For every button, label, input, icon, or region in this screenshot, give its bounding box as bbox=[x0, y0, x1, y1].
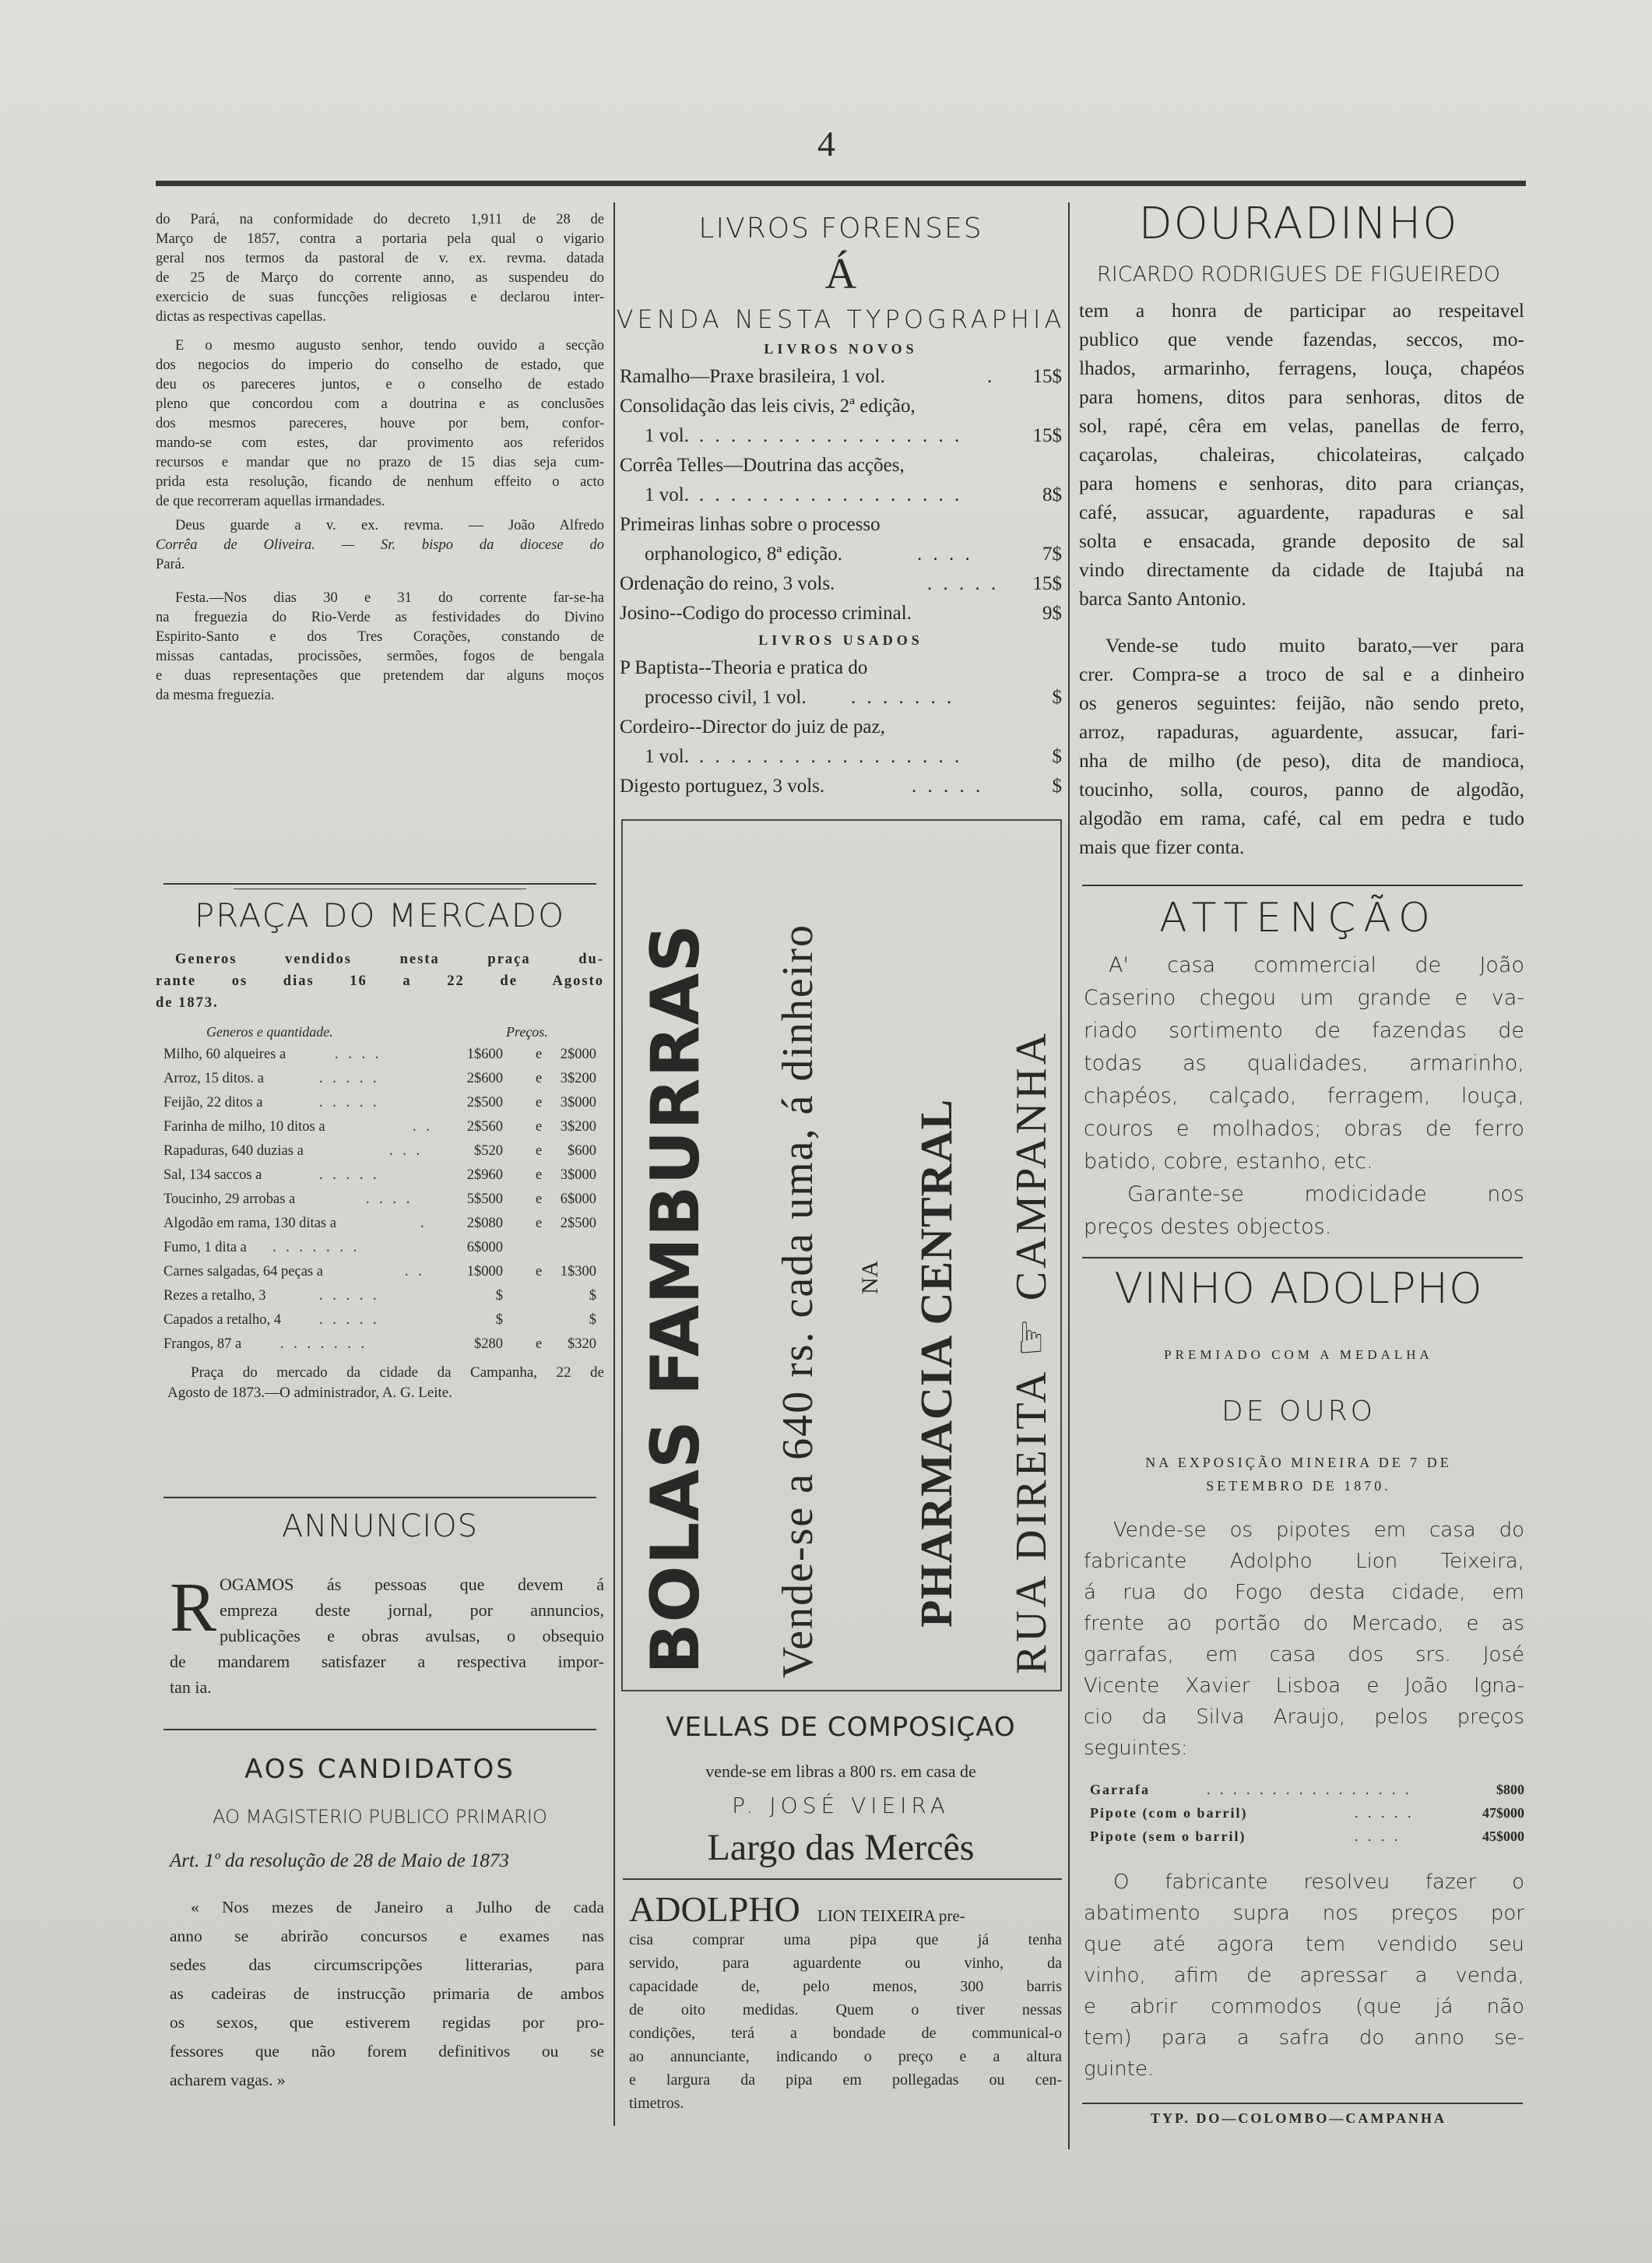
annuncios-line: publicações e obras avulsas, o obsequio bbox=[220, 1626, 604, 1645]
attencao-line: A' casa commercial de João bbox=[1109, 953, 1524, 977]
decree-line: deu os pareceres juntos, e o conselho de estado bbox=[156, 377, 604, 392]
decree-line: dos negocios do imperio do conselho de estado, que bbox=[156, 357, 604, 373]
vinho-line: á rua do Fogo desta cidade, em bbox=[1084, 1581, 1524, 1604]
vinho-ouro: DE OURO bbox=[1221, 1395, 1376, 1427]
book-title: Ordenação do reino, 3 vols. bbox=[620, 573, 835, 594]
market-row bbox=[163, 1336, 604, 1360]
book-entry bbox=[620, 366, 1062, 394]
signature-line: Deus guarde a v. ex. revma. — João Alfredo bbox=[175, 518, 604, 533]
market-e: e bbox=[536, 1047, 543, 1062]
market-row bbox=[163, 1143, 604, 1167]
market-row bbox=[163, 1047, 604, 1070]
adolpho-line: cisa comprar uma pipa que já tenha bbox=[629, 1931, 1062, 1948]
adolpho-line: de oito medidas. Quem o tiver nessas bbox=[629, 2001, 1062, 2018]
book-entry bbox=[620, 514, 1062, 542]
vinho-price: 47$000 bbox=[1482, 1805, 1524, 1821]
candidatos-line: sedes das circumscripções litterarias, para bbox=[170, 1955, 604, 1974]
book-price: 9$ bbox=[1042, 603, 1062, 624]
market-row bbox=[163, 1071, 604, 1094]
vinho-line: fabricante Adolpho Lion Teixeira, bbox=[1084, 1550, 1524, 1573]
vinho-closing-line: abatimento supra nos preços por bbox=[1084, 1902, 1524, 1925]
book-price: 15$ bbox=[1032, 425, 1062, 446]
leader-dots: . . . . . . . . . . . . . . . . . bbox=[699, 746, 963, 767]
vinho-price-row bbox=[1090, 1782, 1524, 1805]
market-price-max: $ bbox=[589, 1288, 596, 1304]
decree-line: prida esta resolução, ficando de nenhum effeito o acto bbox=[156, 474, 604, 490]
market-item: Algodão em rama, 130 ditas a bbox=[163, 1216, 336, 1231]
vinho-price-row bbox=[1090, 1828, 1524, 1852]
vinho-expo: SETEMBRO DE 1870. bbox=[1206, 1478, 1391, 1494]
market-e: e bbox=[536, 1071, 543, 1086]
book-title: processo civil, 1 vol. bbox=[645, 687, 807, 708]
leader-dots: . . . . . bbox=[319, 1312, 380, 1328]
candidatos-title: AOS CANDIDATOS bbox=[244, 1754, 515, 1785]
douradinho-title: DOURADINHO bbox=[1138, 199, 1459, 249]
book-entry bbox=[620, 573, 1062, 601]
market-intro: rante os dias 16 a 22 de Agosto bbox=[156, 973, 604, 989]
market-e: e bbox=[536, 1264, 543, 1279]
leader-dots: . . . . . . . bbox=[280, 1336, 368, 1352]
ad-bolas: BOLAS FAMBURRAS bbox=[637, 923, 715, 1674]
market-row bbox=[163, 1191, 604, 1215]
market-header-goods: Generos e quantidade. bbox=[206, 1024, 333, 1040]
vellas-vendor: P. JOSÉ VIEIRA bbox=[732, 1793, 950, 1818]
festa-line: Festa.—Nos dias 30 e 31 do corrente far-se-ha bbox=[175, 590, 604, 606]
douradinho-line: Vende-se tudo muito barato,—ver para bbox=[1105, 634, 1524, 656]
vinho-line: Vende-se os pipotes em casa do bbox=[1113, 1519, 1524, 1542]
vinho-price-row bbox=[1090, 1805, 1524, 1828]
book-title: Consolidação das leis civis, 2ª edição, bbox=[620, 396, 916, 417]
market-e: e bbox=[536, 1216, 543, 1231]
market-item: Farinha de milho, 10 ditos a bbox=[163, 1119, 325, 1135]
market-price-max: $ bbox=[589, 1312, 596, 1328]
book-price: 7$ bbox=[1042, 544, 1062, 565]
market-e: e bbox=[536, 1336, 543, 1352]
ad-price-line: Vende-se a 640 rs. cada uma, á dinheiro bbox=[774, 924, 822, 1678]
douradinho-line: sol, rapé, cêra em velas, panellas de ferro, bbox=[1079, 414, 1524, 437]
adolpho-line: servido, para aguardente ou vinho, da bbox=[629, 1955, 1062, 1972]
market-e: e bbox=[536, 1119, 543, 1135]
vinho-expo: NA EXPOSIÇÃO MINEIRA DE 7 DE bbox=[1145, 1455, 1452, 1470]
douradinho-line: mais que fizer conta. bbox=[1079, 836, 1245, 858]
market-price-min: $520 bbox=[474, 1143, 503, 1159]
imprint: TYP. DO—COLOMBO—CAMPANHA bbox=[1151, 2110, 1446, 2126]
book-entry bbox=[620, 657, 1062, 685]
candidatos-line: « Nos mezes de Janeiro a Julho de cada bbox=[191, 1898, 604, 1916]
douradinho-line: vindo directamente da cidade de Itajubá na bbox=[1079, 558, 1524, 581]
signature-line: Pará. bbox=[156, 557, 185, 572]
book-entry bbox=[620, 455, 1062, 483]
market-price-max: 3$000 bbox=[560, 1167, 596, 1183]
market-price-max: 3$000 bbox=[560, 1095, 596, 1110]
leader-dots: . . . . . bbox=[927, 573, 1000, 594]
annuncios-line: de mandarem satisfazer a respectiva impor- bbox=[170, 1652, 604, 1671]
leader-dots: . . . . bbox=[335, 1047, 382, 1062]
vinho-closing-line: O fabricante resolveu fazer o bbox=[1113, 1871, 1524, 1894]
book-title: 1 vol. bbox=[645, 746, 689, 767]
market-row bbox=[163, 1312, 604, 1336]
decree-line: exercicio de suas funcções religiosas e declarou inter- bbox=[156, 290, 604, 305]
attencao-line: chapéos, calçado, ferragem, louça, bbox=[1084, 1084, 1524, 1108]
market-price-min: 2$080 bbox=[466, 1216, 503, 1231]
leader-dots: . . . . bbox=[1355, 1828, 1401, 1844]
leader-dots: . . bbox=[405, 1264, 425, 1279]
adolpho-line: timetros. bbox=[629, 2095, 684, 2112]
leader-dots: . . . . . bbox=[319, 1071, 380, 1086]
section-rule bbox=[163, 883, 596, 885]
book-price: 15$ bbox=[1032, 573, 1062, 594]
market-footer: Agosto de 1873.—O administrador, A. G. Leite. bbox=[167, 1385, 452, 1401]
leader-dots: . . . . . . . bbox=[272, 1240, 360, 1255]
market-price-min: 2$560 bbox=[466, 1119, 503, 1135]
vinho-title: VINHO ADOLPHO bbox=[1114, 1264, 1483, 1313]
market-price-min: 1$000 bbox=[466, 1264, 503, 1279]
candidatos-line: acharem vagas. » bbox=[170, 2071, 286, 2089]
book-price: $ bbox=[1052, 687, 1062, 708]
attencao-line: riado sortimento de fazendas de bbox=[1084, 1019, 1524, 1043]
decree-line: de 25 de Março do corrente anno, as suspendeu do bbox=[156, 270, 604, 286]
market-e: e bbox=[536, 1167, 543, 1183]
page-number: 4 bbox=[817, 124, 835, 164]
decree-line: E o mesmo augusto senhor, tendo ouvido a secção bbox=[175, 338, 604, 354]
ad-pharmacia: PHARMACIA CENTRAL bbox=[911, 1098, 961, 1628]
annuncios-line: empreza deste jornal, por annuncios, bbox=[220, 1600, 604, 1620]
leader-dots: . . . . . . . bbox=[851, 687, 955, 708]
leader-dots: . . bbox=[413, 1119, 433, 1135]
market-price-max: 2$000 bbox=[560, 1047, 596, 1062]
candidatos-line: os sexos, que estiverem regidas por pro- bbox=[170, 2013, 604, 2032]
candidatos-line: as cadeiras de instrucção primaria de ambos bbox=[170, 1984, 604, 2003]
douradinho-line: barca Santo Antonio. bbox=[1079, 587, 1246, 610]
adolpho-line: e largura da pipa em pollegadas ou cen- bbox=[629, 2071, 1062, 2089]
book-entry bbox=[620, 716, 1062, 744]
book-title: P Baptista--Theoria e pratica do bbox=[620, 657, 868, 678]
candidatos-subtitle: AO MAGISTERIO PUBLICO PRIMARIO bbox=[213, 1806, 547, 1828]
book-entry bbox=[645, 746, 1062, 774]
douradinho-line: publico que vende fazendas, seccos, mo- bbox=[1079, 328, 1524, 350]
ad-address: RUA DIREITA ☞ CAMPANHA bbox=[1007, 1029, 1056, 1674]
market-price-max: $600 bbox=[568, 1143, 596, 1159]
vinho-line: seguintes: bbox=[1084, 1737, 1188, 1760]
book-title: orphanologico, 8ª edição. bbox=[645, 544, 843, 565]
vinho-line: frente ao portão do Mercado, e as bbox=[1084, 1612, 1524, 1635]
festa-line: e duas representações que pretendem dar alguns moços bbox=[156, 668, 604, 684]
douradinho-line: para homens e senhoras, dito para crianças, bbox=[1079, 472, 1524, 494]
market-price-max: 3$200 bbox=[560, 1119, 596, 1135]
market-title: PRAÇA DO MERCADO bbox=[194, 896, 566, 934]
leader-dots: . . . . . bbox=[1355, 1805, 1415, 1821]
annuncios-dropcap: R bbox=[170, 1569, 217, 1646]
vinho-line: cio da Silva Araujo, pelos preços bbox=[1084, 1705, 1524, 1729]
decree-line: pleno que concordou com a doutrina e as conclusões bbox=[156, 396, 604, 412]
market-intro: de 1873. bbox=[156, 995, 219, 1011]
market-item: Feijão, 22 ditos a bbox=[163, 1095, 263, 1110]
book-entry bbox=[620, 603, 1062, 631]
candidatos-line: fessores que não forem definitivos ou se bbox=[170, 2042, 604, 2061]
candidatos-article: Art. 1º da resolução de 28 de Maio de 1873 bbox=[170, 1850, 509, 1871]
candidatos-line: anno se abrirão concursos e exames nas bbox=[170, 1927, 604, 1945]
decree-line: dos mesmos pareceres, houve por bem, confor- bbox=[156, 416, 604, 431]
market-price-max: 2$500 bbox=[560, 1216, 596, 1231]
market-item: Sal, 134 saccos a bbox=[163, 1167, 262, 1183]
market-item: Rapaduras, 640 duzias a bbox=[163, 1143, 304, 1159]
leader-dots: . . . . bbox=[917, 544, 973, 565]
douradinho-owner: RICARDO RODRIGUES DE FIGUEIREDO bbox=[1097, 262, 1500, 287]
adolpho-line: capacidade de, pelo menos, 300 barris bbox=[629, 1978, 1062, 1995]
leader-dots: . . . . . bbox=[912, 776, 984, 797]
livros-venda: VENDA NESTA TYPOGRAPHIA bbox=[616, 304, 1066, 334]
market-item: Rezes a retalho, 3 bbox=[163, 1288, 266, 1304]
vinho-line: garrafas, em casa dos srs. José bbox=[1084, 1643, 1524, 1666]
annuncios-title: ANNUNCIOS bbox=[281, 1508, 478, 1544]
adolpho-rest: LION TEIXEIRA pre- bbox=[817, 1906, 965, 1925]
ad-na: NA bbox=[857, 1260, 883, 1294]
attencao-title: ATTENÇÃO bbox=[1159, 895, 1438, 941]
book-title: Cordeiro--Director do juiz de paz, bbox=[620, 716, 885, 737]
book-price: 15$ bbox=[1032, 366, 1062, 387]
vinho-line: Vicente Xavier Lisboa e João Igna- bbox=[1084, 1674, 1524, 1698]
book-title: Ramalho—Praxe brasileira, 1 vol. bbox=[620, 366, 885, 387]
section-rule bbox=[1082, 885, 1523, 886]
douradinho-line: algodão em rama, café, cal em pedra e tudo bbox=[1079, 807, 1524, 829]
douradinho-line: solta e ensacada, grande deposito de sal bbox=[1079, 530, 1524, 552]
market-price-min: $ bbox=[495, 1312, 503, 1328]
market-item: Milho, 60 alqueires a bbox=[163, 1047, 286, 1062]
novos-header: LIVROS NOVOS bbox=[764, 341, 918, 357]
section-rule bbox=[163, 1497, 596, 1498]
vellas-line: vende-se em libras a 800 rs. em casa de bbox=[705, 1761, 976, 1781]
attencao-line: Garante-se modicidade nos bbox=[1127, 1182, 1524, 1206]
market-item: Toucinho, 29 arrobas a bbox=[163, 1191, 296, 1207]
attencao-line: Caserino chegou um grande e va- bbox=[1084, 986, 1524, 1010]
douradinho-line: lhados, armarinho, ferragens, louça, chapéos bbox=[1079, 357, 1524, 379]
vinho-closing-line: guinte. bbox=[1084, 2057, 1155, 2081]
book-title: Josino--Codigo do processo criminal. bbox=[620, 603, 912, 624]
book-entry bbox=[645, 687, 1062, 715]
book-title: 1 vol. bbox=[645, 425, 689, 446]
market-row bbox=[163, 1095, 604, 1118]
adolpho-line: ao annunciante, indicando o preço e a altura bbox=[629, 2048, 1062, 2065]
market-price-min: 1$600 bbox=[466, 1047, 503, 1062]
market-price-min: 2$960 bbox=[466, 1167, 503, 1183]
market-row bbox=[163, 1167, 604, 1191]
leader-dots: . . . . . bbox=[319, 1288, 380, 1304]
douradinho-line: crer. Compra-se a troco de sal e a dinheiro bbox=[1079, 663, 1524, 685]
market-row bbox=[163, 1288, 604, 1311]
attencao-line: couros e molhados; obras de ferro bbox=[1084, 1117, 1524, 1141]
book-title: Corrêa Telles—Doutrina das acções, bbox=[620, 455, 905, 476]
column-divider-2 bbox=[1068, 202, 1070, 2149]
douradinho-line: toucinho, solla, couros, panno de algodão, bbox=[1079, 778, 1524, 801]
market-price-max: 6$000 bbox=[560, 1191, 596, 1207]
market-price-min: 2$500 bbox=[466, 1095, 503, 1110]
decree-line: geral nos termos da pastoral de v. ex. revma. datada bbox=[156, 251, 604, 266]
book-title: Primeiras linhas sobre o processo bbox=[620, 514, 880, 535]
book-entry bbox=[645, 484, 1062, 512]
decree-line: mando-se com estes, dar provimento aos referidos bbox=[156, 435, 604, 451]
livros-a: Á bbox=[824, 250, 857, 298]
section-rule bbox=[623, 1878, 1062, 1880]
section-rule bbox=[163, 1729, 596, 1730]
vinho-closing-line: tem) para a safra do anno se- bbox=[1084, 2026, 1524, 2050]
book-entry bbox=[620, 396, 1062, 424]
decree-line: recursos e mandar que no prazo de 15 dias seja cum- bbox=[156, 455, 604, 470]
market-footer: Praça do mercado da cidade da Campanha, 22 de bbox=[191, 1364, 604, 1381]
market-header-prices: Preços. bbox=[506, 1024, 548, 1040]
leader-dots: . . . . . . . . . . . . . . . . . bbox=[699, 425, 963, 446]
douradinho-line: arroz, rapaduras, aguardente, assucar, fari- bbox=[1079, 720, 1524, 743]
leader-dots: . . . bbox=[389, 1143, 424, 1159]
market-price-min: 5$500 bbox=[466, 1191, 503, 1207]
festa-line: da mesma freguezia. bbox=[156, 688, 275, 703]
vinho-closing-line: e abrir commodos (que já não bbox=[1084, 1995, 1524, 2018]
vinho-item: Garrafa bbox=[1090, 1782, 1150, 1797]
annuncios-line: OGAMOS ás pessoas que devem á bbox=[220, 1575, 604, 1594]
market-item: Carnes salgadas, 64 peças a bbox=[163, 1264, 323, 1279]
book-title: 1 vol. bbox=[645, 484, 689, 505]
festa-line: Espirito-Santo e dos Tres Corações, constando de bbox=[156, 629, 604, 645]
market-row bbox=[163, 1240, 604, 1263]
market-item: Frangos, 87 a bbox=[163, 1336, 242, 1352]
leader-dots: . . . . bbox=[366, 1191, 413, 1207]
market-item: Arroz, 15 ditos. a bbox=[163, 1071, 264, 1086]
leader-dots: . . . . . bbox=[319, 1095, 380, 1110]
vellas-location: Largo das Mercês bbox=[707, 1827, 975, 1868]
book-entry bbox=[645, 544, 1062, 572]
market-row bbox=[163, 1119, 604, 1142]
signature-line: Corrêa de Oliveira. — Sr. bispo da diocese do bbox=[156, 537, 604, 553]
festa-line: missas cantadas, procissões, sermões, fogos de bengala bbox=[156, 649, 604, 664]
attencao-line: preços destes objectos. bbox=[1084, 1215, 1332, 1239]
leader-dots: . . . . . bbox=[319, 1167, 380, 1183]
livros-title: LIVROS FORENSES bbox=[698, 213, 983, 245]
market-e: e bbox=[536, 1143, 543, 1159]
market-e: e bbox=[536, 1191, 543, 1207]
leader-dots: . . . . . . . . . . . . . . . . . bbox=[699, 484, 963, 505]
book-price: $ bbox=[1052, 746, 1062, 767]
annuncios-line: tan ia. bbox=[170, 1677, 212, 1697]
market-e: e bbox=[536, 1095, 543, 1110]
vinho-item: Pipote (sem o barril) bbox=[1090, 1828, 1246, 1844]
decree-line: dictas as respectivas capellas. bbox=[156, 309, 326, 325]
section-rule bbox=[1082, 1257, 1523, 1258]
book-entry bbox=[620, 776, 1062, 804]
decree-line: Março de 1857, contra a portaria pela qual o vigario bbox=[156, 231, 604, 247]
vinho-item: Pipote (com o barril) bbox=[1090, 1805, 1248, 1821]
book-price: $ bbox=[1052, 776, 1062, 797]
book-entry bbox=[645, 425, 1062, 453]
vinho-closing-line: vinho, afim de apressar a venda, bbox=[1084, 1964, 1524, 1987]
adolpho-line: condições, terá a bondade de communical-o bbox=[629, 2025, 1062, 2042]
market-row bbox=[163, 1216, 604, 1239]
decree-line: do Pará, na conformidade do decreto 1,911 de 28 de bbox=[156, 212, 604, 227]
top-rule bbox=[156, 181, 1526, 186]
attencao-line: batido, cobre, estanho, etc. bbox=[1084, 1149, 1373, 1174]
decree-line: de que recorreram aquellas irmandades. bbox=[156, 494, 385, 509]
market-price-min: 6$000 bbox=[466, 1240, 503, 1255]
leader-dots: . bbox=[987, 366, 993, 387]
douradinho-line: nha de milho (de peso), dita de mandioca, bbox=[1079, 749, 1524, 772]
market-price-min: $ bbox=[495, 1288, 503, 1304]
festa-line: na freguezia do Rio-Verde as festividades do Divino bbox=[156, 610, 604, 625]
book-price: 8$ bbox=[1042, 484, 1062, 505]
market-price-max: $320 bbox=[568, 1336, 596, 1352]
book-title: Digesto portuguez, 3 vols. bbox=[620, 776, 825, 797]
vinho-premiado: PREMIADO COM A MEDALHA bbox=[1164, 1347, 1433, 1362]
imprint-rule bbox=[1082, 2103, 1523, 2104]
douradinho-line: café, assucar, aguardente, rapaduras e sal bbox=[1079, 501, 1524, 523]
market-item: Fumo, 1 dita a bbox=[163, 1240, 247, 1255]
douradinho-line: tem a honra de participar ao respeitavel bbox=[1079, 299, 1524, 322]
douradinho-line: para homens, ditos para senhoras, ditos de bbox=[1079, 385, 1524, 408]
adolpho-name: ADOLPHO bbox=[629, 1889, 800, 1929]
market-price-max: 1$300 bbox=[560, 1264, 596, 1279]
vinho-closing-line: que até agora tem vendido seu bbox=[1084, 1933, 1524, 1956]
douradinho-line: caçarolas, chaleiras, chicolateiras, calçado bbox=[1079, 443, 1524, 466]
leader-dots: . . . . . . . . . . . . . . . . bbox=[1207, 1782, 1412, 1797]
market-intro: Generos vendidos nesta praça du- bbox=[175, 952, 604, 967]
douradinho-line: os generos seguintes: feijão, não sendo preto, bbox=[1079, 692, 1524, 714]
market-row bbox=[163, 1264, 604, 1287]
market-price-min: 2$600 bbox=[466, 1071, 503, 1086]
leader-dots: . bbox=[420, 1216, 427, 1231]
market-price-max: 3$200 bbox=[560, 1071, 596, 1086]
vinho-price: 45$000 bbox=[1482, 1828, 1524, 1844]
vinho-price: $800 bbox=[1496, 1782, 1524, 1797]
attencao-line: todas as qualidades, armarinho, bbox=[1084, 1051, 1524, 1075]
usados-header: LIVROS USADOS bbox=[758, 632, 923, 648]
vellas-title: VELLAS DE COMPOSIÇAO bbox=[666, 1712, 1016, 1743]
market-price-min: $280 bbox=[474, 1336, 503, 1352]
market-item: Capados a retalho, 4 bbox=[163, 1312, 282, 1328]
